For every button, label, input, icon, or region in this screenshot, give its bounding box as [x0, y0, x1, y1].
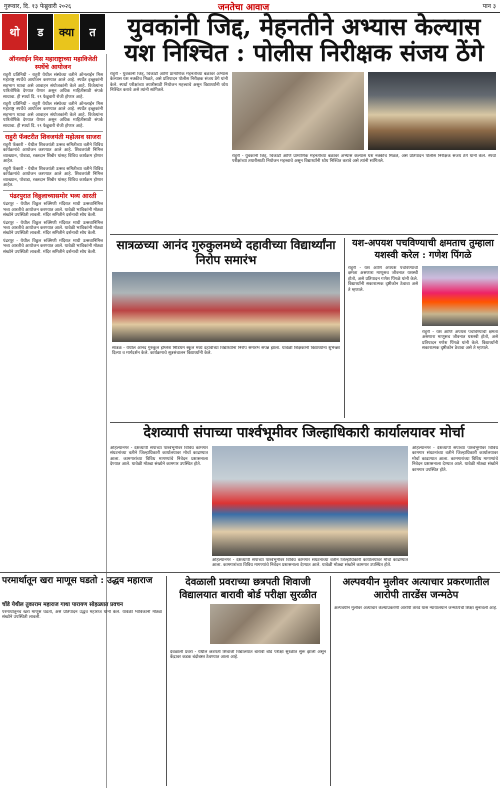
bottom-headline-2: देवळाली प्रवराच्या छत्रपती शिवाजी विद्यालयात बारावी बोर्ड परीक्षा सुरळीत: [179, 577, 317, 601]
bottom-text-3: अल्पवयीन मुलीवर अत्याचार केल्याप्रकरणी आरोपी तारडे यास न्यायालयाने जन्मठेपेची शिक्षा सुनावली आहे.: [334, 606, 498, 611]
story2-photo: [112, 272, 340, 342]
divider: [330, 576, 331, 786]
logo-cell: ड: [28, 14, 54, 50]
left-text-3: पंढरपूर - येथील विठ्ठल रुक्मिणी मंदिरात माघी उत्सवानिमित्त भव्य आरतीचे आयोजन करण्यात आले. यावेळी भाविकांनी मोठ्या संख्येने उपस्थिती लावली. मंदिर समितीने दर्शनाची सोय केली.: [3, 202, 103, 219]
main-photo-2: [368, 72, 496, 150]
bottom-photo-2: [210, 604, 320, 644]
divider: [0, 572, 500, 573]
divider: [166, 576, 167, 786]
left-headline-1: ऑनलाईन मिस महाराष्ट्राच्या महाविजेती स्पर्धेचे आयोजन: [8, 56, 98, 71]
story4-text-2: अहिल्यानगर - देशव्यापी संपाच्या पार्श्वभूमीवर विविध कामगार संघटनांच्या वतीने जिल्हाधिकारी कार्यालयावर मोर्चा काढण्यात आला. कामगारांच्या विविध मागण्यांचे निवेदन प्रशासनाला देण्यात आले. यावेळी मोठ्या संख्येने कामगार उपस्थित होते.: [412, 446, 498, 473]
logo-cell: क्या: [54, 14, 80, 50]
story2-text: सात्रळ - येथील आनंद गुरुकुल इंग्लिश मिडियम स्कूल मध्ये दहावीच्या विद्यार्थ्यांना निरोप समारंभ संपन्न झाला. यावेळी शिक्षकांनी विद्यार्थ्यांना शुभेच्छा दिल्या व मार्गदर्शन केले. कार्यक्रमाचे सूत्रसंचालन विद्यार्थ्यांनी केले.: [112, 346, 340, 357]
issue-date: गुरूवार, दि. १३ फेब्रुवारी २०२६: [4, 3, 72, 10]
left-text-1: राहुरी प्रतिनिधी - राहुरी येथील संस्थेच्या वतीने ऑनलाईन मिस महाराष्ट्र स्पर्धेचे आयोजन करण्यात आले आहे. स्पर्धेत इच्छुकांनी सहभाग घ्यावा असे आवाहन संयोजकांनी केले आहे. विजेत्यांना पारितोषिके देण्यात येणार असून अधिक माहितीसाठी संपर्क साधावा. ही स्पर्धा दि. १९ फेब्रुवारी रोजी होणार आहे.: [3, 73, 103, 100]
story2-headline: सात्रळच्या आनंद गुरुकुलमध्ये दहावीच्या विद्यार्थ्यांना निरोप समारंभ: [116, 238, 336, 267]
main-article-text: राहुरी - युवकांनी जिद्द, चिकाटी आणि प्रामाणिक मेहनतीच्या बळावर अभ्यास केल्यास यश नक्कीच मिळते, असे प्रतिपादन पोलीस निरीक्षक संजय ठेंगे यांनी केले. स्पर्धा परीक्षांच्या तयारीसाठी नियोजन महत्त्वाचे असून विद्यार्थ्यांनी ध्येय निश्चित करावे असे त्यांनी सांगितले.: [110, 72, 228, 94]
main-photo-1: [232, 72, 364, 150]
story3-headline: यश-अपयश पचविण्याची क्षमताच तुम्हाला यशस्वी करेल : गणेश पिंगळे: [352, 238, 494, 261]
bottom-headline-3: अल्पवयीन मुलीवर अत्याचार प्रकरणातील आरोपी तारडेंस जन्मठेप: [342, 577, 490, 601]
divider: [3, 190, 103, 191]
divider: [3, 131, 103, 132]
story4-caption: अहिल्यानगर - देशव्यापी संपाच्या पार्श्वभूमीवर विविध कामगार संघटनांच्या वतीने जिल्हाधिकारी कार्यालयावर मोर्चा काढण्यात आला. कामगारांच्या विविध मागण्यांचे निवेदन प्रशासनाला देण्यात आले. यावेळी मोठ्या संख्येने कामगार उपस्थित होते.: [212, 558, 408, 568]
story3-photo: [422, 266, 498, 326]
left-headline-3: पंढरपुरात विठ्ठलाच्यासमोर भव्य आरती: [9, 193, 97, 201]
left-text-3c: पंढरपूर - येथील विठ्ठल रुक्मिणी मंदिरात माघी उत्सवानिमित्त भव्य आरतीचे आयोजन करण्यात आले. यावेळी भाविकांनी मोठ्या संख्येने उपस्थिती लावली. मंदिर समितीने दर्शनाची सोय केली.: [3, 238, 103, 255]
divider: [344, 238, 345, 418]
main-headline: युवकांनी जिद्द, मेहनतीने अभ्यास केल्यास यश निश्चित : पोलीस निरीक्षक संजय ठेंगे: [124, 12, 484, 67]
divider: [110, 422, 498, 423]
main-article-text-2: राहुरी - युवकांनी जिद्द, चिकाटी आणि प्रामाणिक मेहनतीच्या बळावर अभ्यास केल्यास यश नक्कीच मिळते, असे प्रतिपादन पोलीस निरीक्षक संजय ठेंगे यांनी केले. स्पर्धा परीक्षांच्या तयारीसाठी नियोजन महत्त्वाचे असून विद्यार्थ्यांनी ध्येय निश्चित करावे असे त्यांनी सांगितले.: [232, 154, 496, 165]
story4-photo: [212, 446, 408, 556]
story4-text: अहिल्यानगर - देशव्यापी संपाच्या पार्श्वभूमीवर विविध कामगार संघटनांच्या वतीने जिल्हाधिकारी कार्यालयावर मोर्चा काढण्यात आला. कामगारांच्या विविध मागण्यांचे निवेदन प्रशासनाला देण्यात आले. यावेळी मोठ्या संख्येने कामगार उपस्थित होते.: [110, 446, 208, 468]
left-text-2b: राहुरी फॅक्टरी - येथील शिवजयंती उत्सव समितीच्या वतीने विविध कार्यक्रमांचे आयोजन करण्यात आले आहे. शिवजयंती निमित्त व्याख्यान, पोवाडा, रक्तदान शिबीर यांसह विविध कार्यक्रम होणार आहेत.: [3, 166, 103, 188]
left-text-1b: राहुरी प्रतिनिधी - राहुरी येथील संस्थेच्या वतीने ऑनलाईन मिस महाराष्ट्र स्पर्धेचे आयोजन करण्यात आले आहे. स्पर्धेत इच्छुकांनी सहभाग घ्यावा असे आवाहन संयोजकांनी केले आहे. विजेत्यांना पारितोषिके देण्यात येणार असून अधिक माहितीसाठी संपर्क साधावा. ही स्पर्धा दि. १९ फेब्रुवारी रोजी होणार आहे.: [3, 102, 103, 129]
left-text-2: राहुरी फॅक्टरी - येथील शिवजयंती उत्सव समितीच्या वतीने विविध कार्यक्रमांचे आयोजन करण्यात आले आहे. शिवजयंती निमित्त व्याख्यान, पोवाडा, रक्तदान शिबीर यांसह विविध कार्यक्रम होणार आहेत.: [3, 143, 103, 165]
left-text-3b: पंढरपूर - येथील विठ्ठल रुक्मिणी मंदिरात माघी उत्सवानिमित्त भव्य आरतीचे आयोजन करण्यात आले. यावेळी भाविकांनी मोठ्या संख्येने उपस्थिती लावली. मंदिर समितीने दर्शनाची सोय केली.: [3, 220, 103, 237]
left-headline-2: राहुरी फॅक्टरीत शिवजयंती महोत्सव साजरा: [5, 134, 101, 142]
logo-cell: थो: [2, 14, 28, 50]
story3-text: राहुरी - यश आणि अपयश पचविण्याची क्षमता असणारा माणूसच जीवनात यशस्वी होतो, असे प्रतिपादन गणेश पिंगळे यांनी केले. विद्यार्थ्यांनी सकारात्मक दृष्टीकोन ठेवावा असे ते म्हणाले.: [348, 266, 418, 293]
story4-headline: देशव्यापी संपाच्या पार्श्वभूमीवर जिल्हाधिकारी कार्यालयावर मोर्चा: [143, 425, 465, 441]
section-logo: [2, 14, 106, 50]
logo-cell: त: [80, 14, 106, 50]
story3-text-2: राहुरी - यश आणि अपयश पचविण्याची क्षमता असणारा माणूसच जीवनात यशस्वी होतो, असे प्रतिपादन गणेश पिंगळे यांनी केले. विद्यार्थ्यांनी सकारात्मक दृष्टीकोन ठेवावा असे ते म्हणाले.: [422, 330, 498, 352]
bottom-subhead-1: चोंडे येथील तुकाराम महाराज गाथा पारायण सोहळ्यात प्रवचन: [2, 602, 123, 608]
divider: [110, 234, 498, 235]
paper-name: जनतेचा आवाज: [218, 3, 270, 13]
bottom-text-2: देवळाली प्रवरा - येथील छत्रपती शिवाजी विद्यालयात बारावी बोर्ड परीक्षा सुरळीत सुरू झाली असून केंद्रावर कडक बंदोबस्त ठेवण्यात आला आहे.: [170, 650, 326, 661]
bottom-headline-1: परमार्थातून खरा माणूस घडतो : उद्धव महाराज: [2, 576, 153, 586]
bottom-text-1: परमार्थातूनच खरा माणूस घडतो, असे प्रतिपादन उद्धव महाराज यांनी केले. यावेळी भाविकांनी मोठ्या संख्येने उपस्थिती लावली.: [2, 610, 162, 621]
page-number: पान ३: [482, 3, 496, 10]
